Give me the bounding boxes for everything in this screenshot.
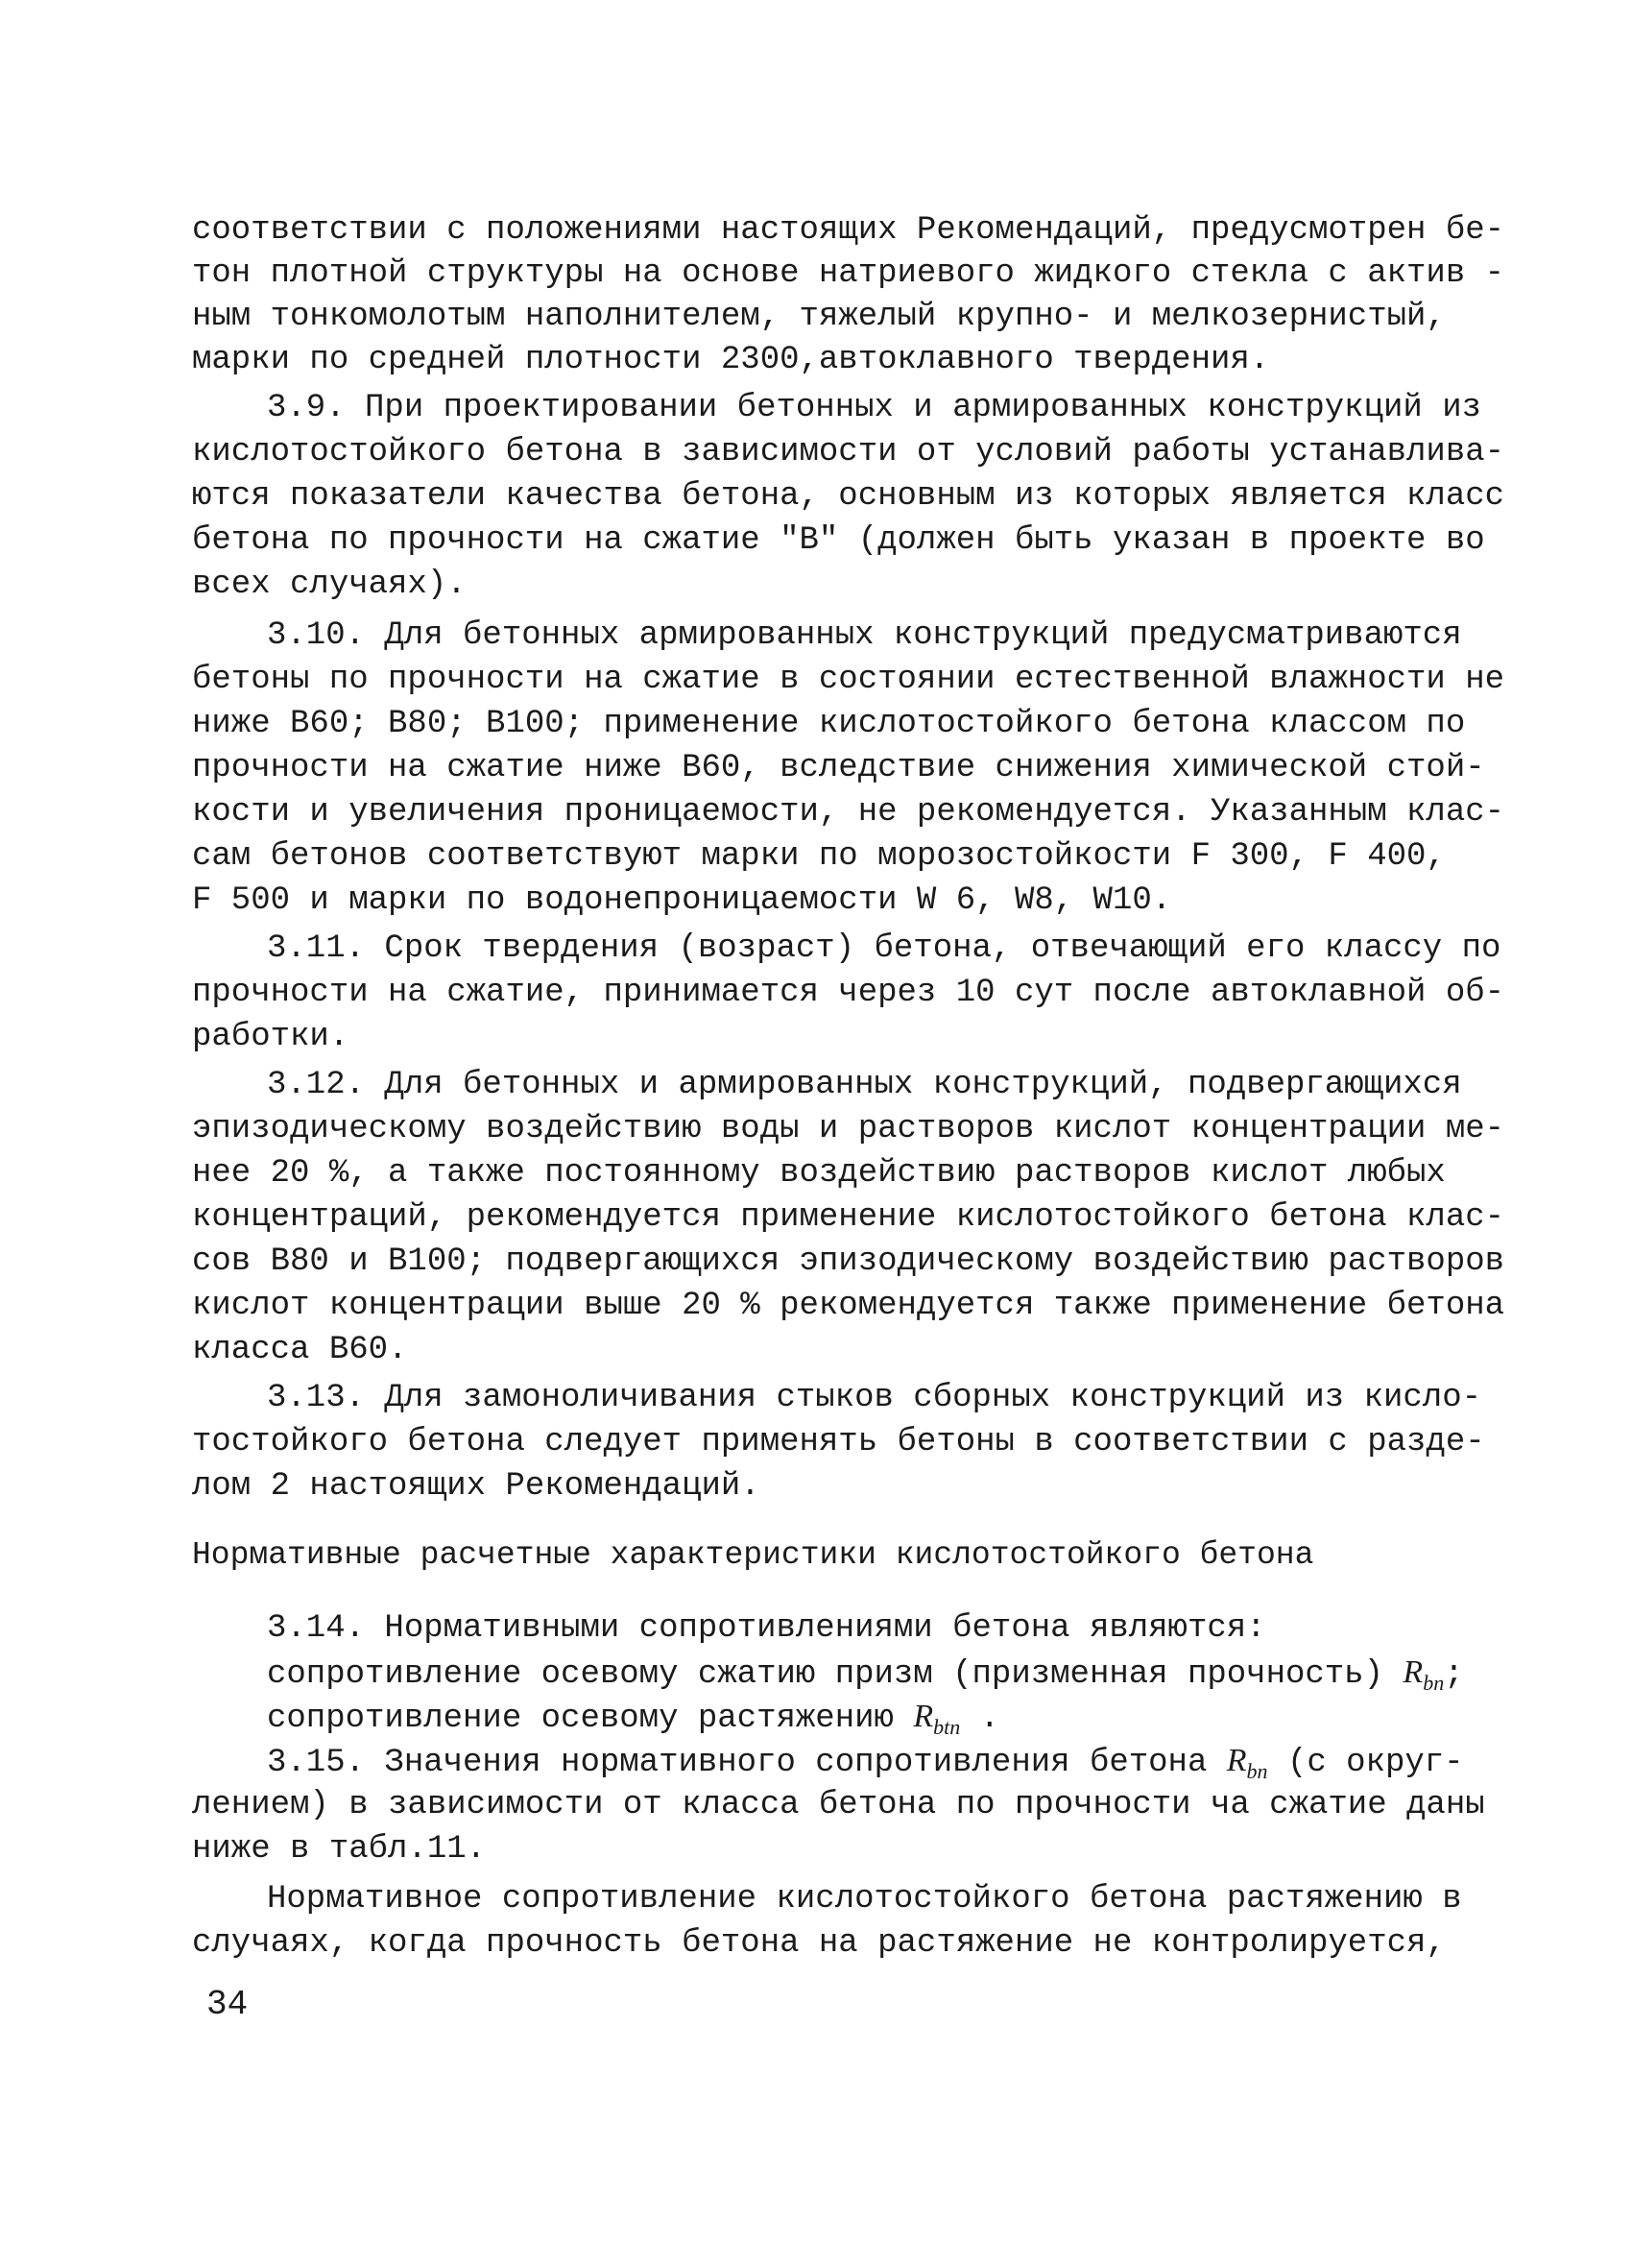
paragraph-3-15-first-line xyxy=(267,1740,1464,1784)
text-line: марки по средней плотности 2300,автоклавного твердения. xyxy=(192,342,1270,378)
formula-subscript: bn xyxy=(1246,1759,1268,1783)
text-line: тостойкого бетона следует применять бетоны в соответствии с разде- xyxy=(192,1424,1485,1460)
paragraph-first-line: Нормативное сопротивление кислотостойкого бетона растяжению в xyxy=(267,1881,1462,1918)
text-line: класса В60. xyxy=(192,1332,408,1368)
text-line: сов В80 и В100; подвергающихся эпизодическому воздействию растворов xyxy=(192,1243,1505,1280)
text-line: концентраций, рекомендуется применение кислотостойкого бетона клас- xyxy=(192,1199,1505,1236)
text-line: лом 2 настоящих Рекомендаций. xyxy=(192,1468,760,1505)
paragraph-3-10-first-line: 3.10. Для бетонных армированных конструкций предусматриваются xyxy=(267,617,1462,654)
formula-symbol: R xyxy=(913,1699,934,1734)
text-line: всех случаях). xyxy=(192,567,467,603)
text-line: F 500 и марки по водонепроницаемости W 6, W8, W10. xyxy=(192,882,1172,919)
formula-subscript: bn xyxy=(1423,1671,1445,1695)
text-line xyxy=(267,1696,1440,1740)
page-number: 34 xyxy=(206,1985,249,2024)
formula-symbol: R xyxy=(1403,1654,1424,1690)
text-fragment: сопротивление осевому сжатию призм (призменная прочность) xyxy=(267,1656,1383,1693)
formula-subscript: btn xyxy=(933,1715,961,1739)
punctuation: ; xyxy=(1444,1656,1464,1693)
text-line: сам бетонов соответствуют марки по морозостойкости F 300, F 400, xyxy=(192,838,1446,875)
text-line: кости и увеличения проницаемости, не рекомендуется. Указанным клас- xyxy=(192,794,1505,831)
text-line: прочности на сжатие, принимается через 10 сут после автоклавной об- xyxy=(192,975,1505,1011)
text-line: ниже В60; В80; В100; применение кислотостойкого бетона классом по xyxy=(192,706,1466,742)
text-line: тон плотной структуры на основе натриевого жидкого стекла с актив - xyxy=(192,255,1505,292)
section-heading: Нормативные расчетные характеристики кислотостойкого бетона xyxy=(192,1537,1314,1573)
formula-symbol: R xyxy=(1226,1743,1247,1778)
text-line: ным тонкомолотым наполнителем, тяжелый крупно- и мелкозернистый, xyxy=(192,299,1446,335)
text-line: нее 20 %, а также постоянному воздействию растворов кислот любых xyxy=(192,1155,1446,1192)
text-line: ниже в табл.11. xyxy=(192,1831,487,1868)
paragraph-3-12-first-line: 3.12. Для бетонных и армированных конструкций, подвергающихся xyxy=(267,1067,1462,1103)
text-line: кислот концентрации выше 20 % рекомендуется также применение бетона xyxy=(192,1288,1505,1324)
text-line xyxy=(267,1652,1464,1696)
text-line: лением) в зависимости от класса бетона по прочности ча сжатие даны xyxy=(192,1787,1485,1823)
text-fragment: (с округ- xyxy=(1286,1745,1464,1781)
text-line: ются показатели качества бетона, основным из которых является класс xyxy=(192,478,1505,515)
text-line: случаях, когда прочность бетона на растяжение не контролируется, xyxy=(192,1925,1446,1962)
text-line: бетоны по прочности на сжатие в состоянии естественной влажности не xyxy=(192,662,1505,698)
paragraph-3-14-first-line: 3.14. Нормативными сопротивлениями бетона являются: xyxy=(267,1610,1266,1647)
text-line: кислотостойкого бетона в зависимости от условий работы устанавлива- xyxy=(192,434,1505,470)
text-line: эпизодическому воздействию воды и растворов кислот концентрации ме- xyxy=(192,1111,1505,1147)
punctuation: . xyxy=(979,1701,1000,1737)
text-line: работки. xyxy=(192,1019,349,1055)
text-line: бетона по прочности на сжатие "В" (должен быть указан в проекте во xyxy=(192,522,1485,559)
paragraph-3-9-first-line: 3.9. При проектировании бетонных и армированных конструкций из xyxy=(267,390,1482,426)
text-line: прочности на сжатие ниже В60, вследствие снижения химической стой- xyxy=(192,750,1485,786)
text-fragment: 3.15. Значения нормативного сопротивления бетона xyxy=(267,1745,1208,1781)
paragraph-3-13-first-line: 3.13. Для замоноличивания стыков сборных конструкций из кисло- xyxy=(267,1380,1482,1416)
paragraph-3-11-first-line: 3.11. Срок твердения (возраст) бетона, отвечающий его классу по xyxy=(267,930,1501,967)
text-fragment: сопротивление осевому растяжению xyxy=(267,1701,894,1737)
text-line: соответствии с положениями настоящих Рекомендаций, предусмотрен бе- xyxy=(192,212,1505,249)
